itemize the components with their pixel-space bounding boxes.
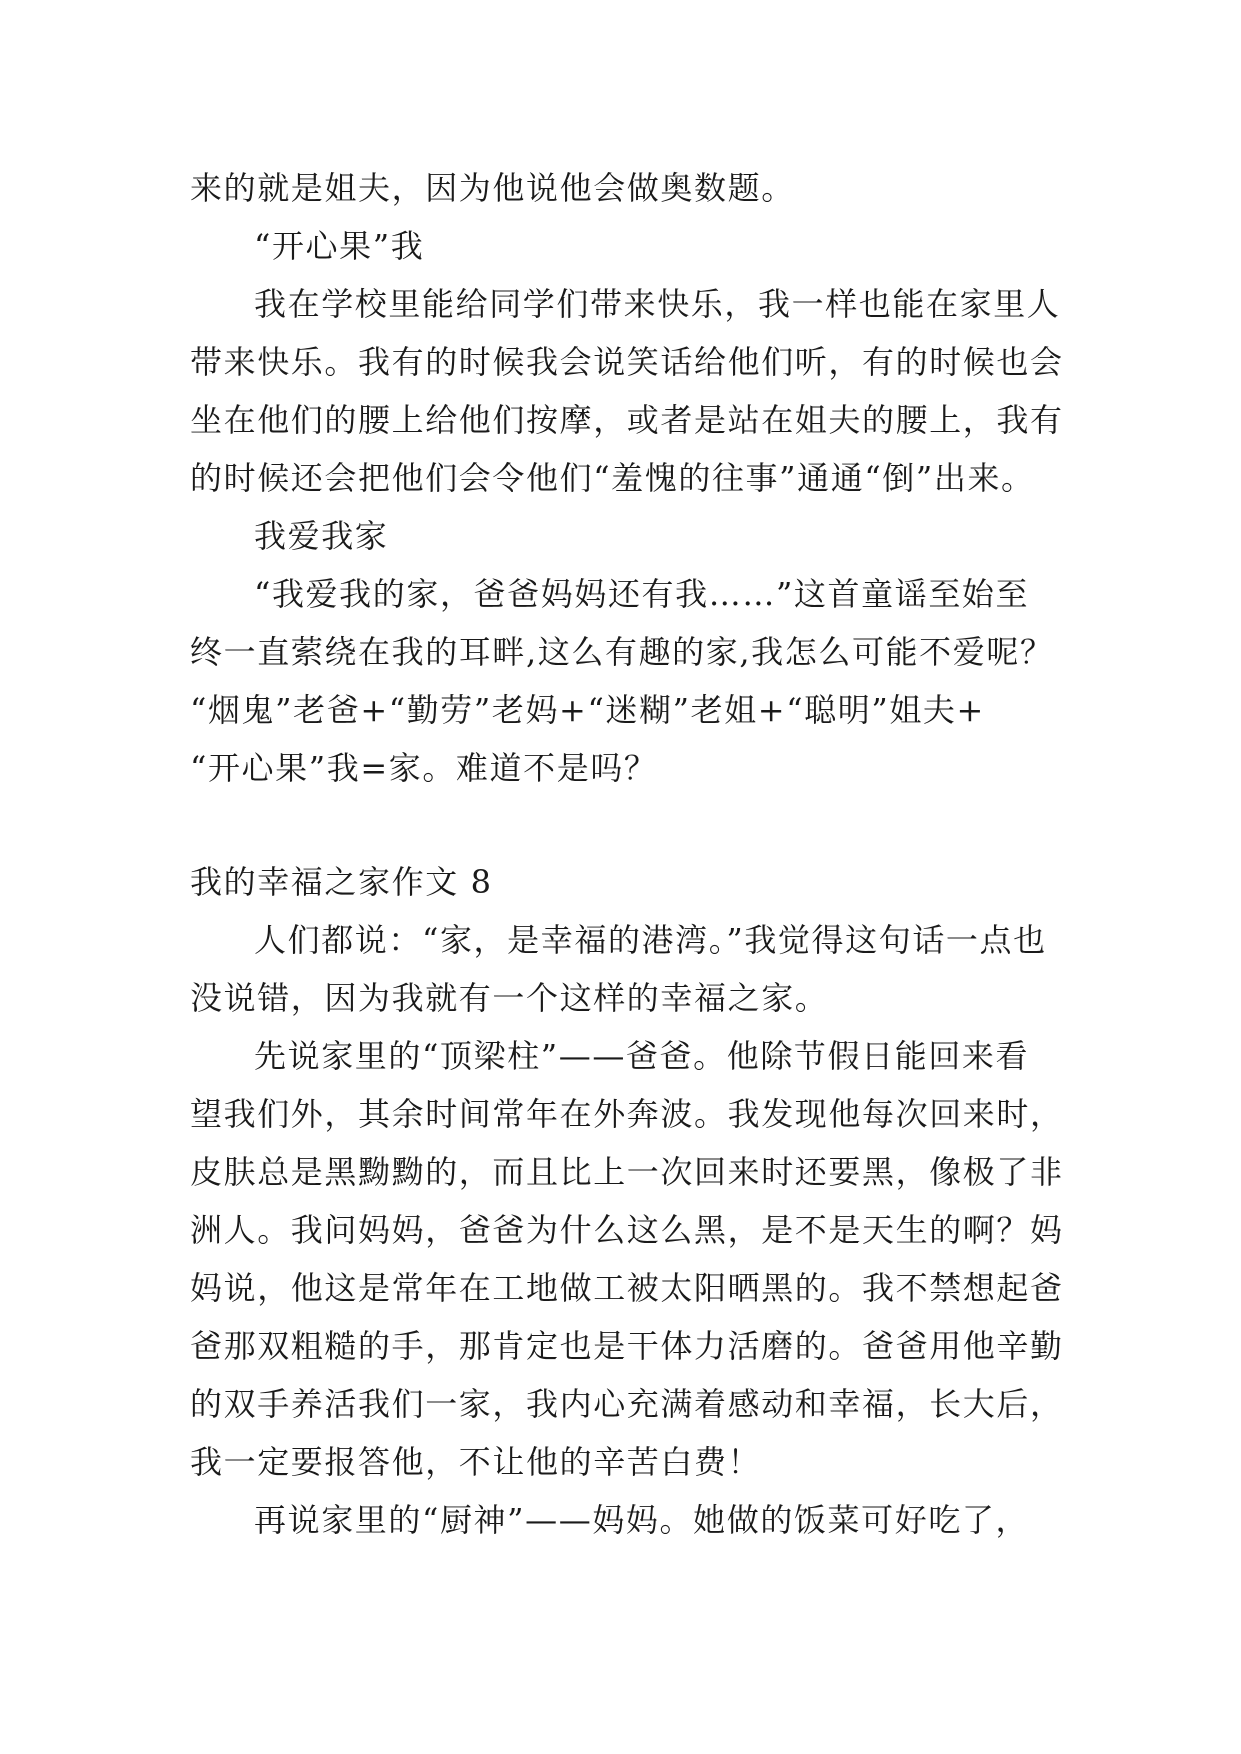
paragraph-line: 我一定要报答他，不让他的辛苦白费！ <box>190 1443 762 1481</box>
section-heading: 我爱我家 <box>254 517 389 555</box>
paragraph-line: 我在学校里能给同学们带来快乐，我一样也能在家里人 <box>254 285 1061 323</box>
paragraph-line: “我爱我的家，爸爸妈妈还有我……”这首童谣至始至 <box>254 575 1030 613</box>
essay-title: 我的幸福之家作文 8 <box>190 863 493 901</box>
paragraph-line: 终一直萦绕在我的耳畔,这么有趣的家,我怎么可能不爱呢？ <box>190 633 1054 671</box>
paragraph-line: 来的就是姐夫，因为他说他会做奥数题。 <box>190 169 795 207</box>
paragraph-line: “开心果”我=家。难道不是吗？ <box>190 749 658 787</box>
paragraph-line: “烟鬼”老爸+“勤劳”老妈+“迷糊”老姐+“聪明”姐夫+ <box>190 691 985 729</box>
paragraph-line: 洲人。我问妈妈，爸爸为什么这么黑，是不是天生的啊？妈 <box>190 1211 1064 1249</box>
paragraph-line: 没说错，因为我就有一个这样的幸福之家。 <box>190 979 829 1017</box>
paragraph-line: 皮肤总是黑黝黝的，而且比上一次回来时还要黑，像极了非 <box>190 1153 1064 1191</box>
section-heading: “开心果”我 <box>254 227 425 265</box>
paragraph-line: 的双手养活我们一家，我内心充满着感动和幸福，长大后， <box>190 1385 1064 1423</box>
paragraph-line: 带来快乐。我有的时候我会说笑话给他们听，有的时候也会 <box>190 343 1064 381</box>
paragraph-line: 的时候还会把他们会令他们“羞愧的往事”通通“倒”出来。 <box>190 459 1035 497</box>
paragraph-line: 望我们外，其余时间常年在外奔波。我发现他每次回来时， <box>190 1095 1064 1133</box>
paragraph-line: 坐在他们的腰上给他们按摩，或者是站在姐夫的腰上，我有 <box>190 401 1064 439</box>
paragraph-line: 爸那双粗糙的手，那肯定也是干体力活磨的。爸爸用他辛勤 <box>190 1327 1064 1365</box>
paragraph-line: 妈说，他这是常年在工地做工被太阳晒黑的。我不禁想起爸 <box>190 1269 1064 1307</box>
paragraph-line: 人们都说：“家，是幸福的港湾。”我觉得这句话一点也 <box>254 921 1047 959</box>
paragraph-line: 再说家里的“厨神”——妈妈。她做的饭菜可好吃了， <box>254 1501 1030 1539</box>
document-page <box>190 0 1064 1754</box>
paragraph-line: 先说家里的“顶梁柱”——爸爸。他除节假日能回来看 <box>254 1037 1030 1075</box>
